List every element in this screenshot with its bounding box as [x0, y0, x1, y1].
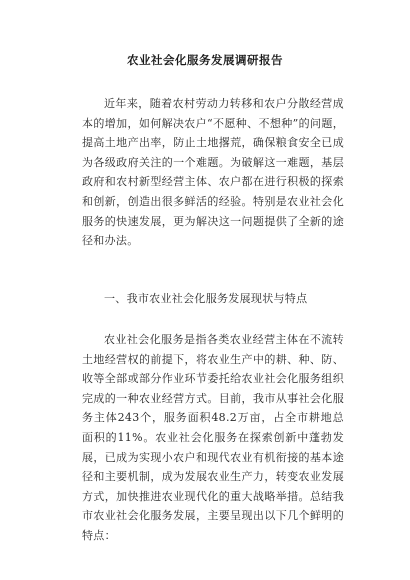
document-title: 农业社会化服务发展调研报告: [127, 53, 283, 67]
section-heading: 一、我市农业社会化服务发展现状与特点: [104, 292, 308, 305]
section-paragraph: 农业社会化服务是指各类农业经营主体在不流转土地经营权的前提下，将农业生产中的耕、种、防、收等全部或部分作业环节委托给农业社会化服务组织完成的一种农业经营方式。目前，我市从事社会化服务主体243个，服务面积48.2万亩，占全市耕地总面积的11%。农业社会化服务在探索创新中蓬勃发展，已成为实现小农户和现代农业有机衔接的基本途径和主要机制，成为发展农业生产力，转变农业发展方式，加快推进农业现代化的重大战略举措。总结我市农业社会化服务发展，主要呈现出以下几个鲜明的特点：: [82, 333, 344, 542]
intro-paragraph: 近年来，随着农村劳动力转移和农户分散经营成本的增加，如何解决农户“不愿种、不想种”的问题，提高土地产出率，防止土地撂荒，确保粮食安全已成为各级政府关注的一个难题。为破解这一难题，基层政府和农村新型经营主体、农户都在进行积极的探索和创新，创造出很多鲜活的经验。特别是农业社会化服务的快速发展，更为解决这一问题提供了全新的途径和办法。: [82, 97, 344, 248]
